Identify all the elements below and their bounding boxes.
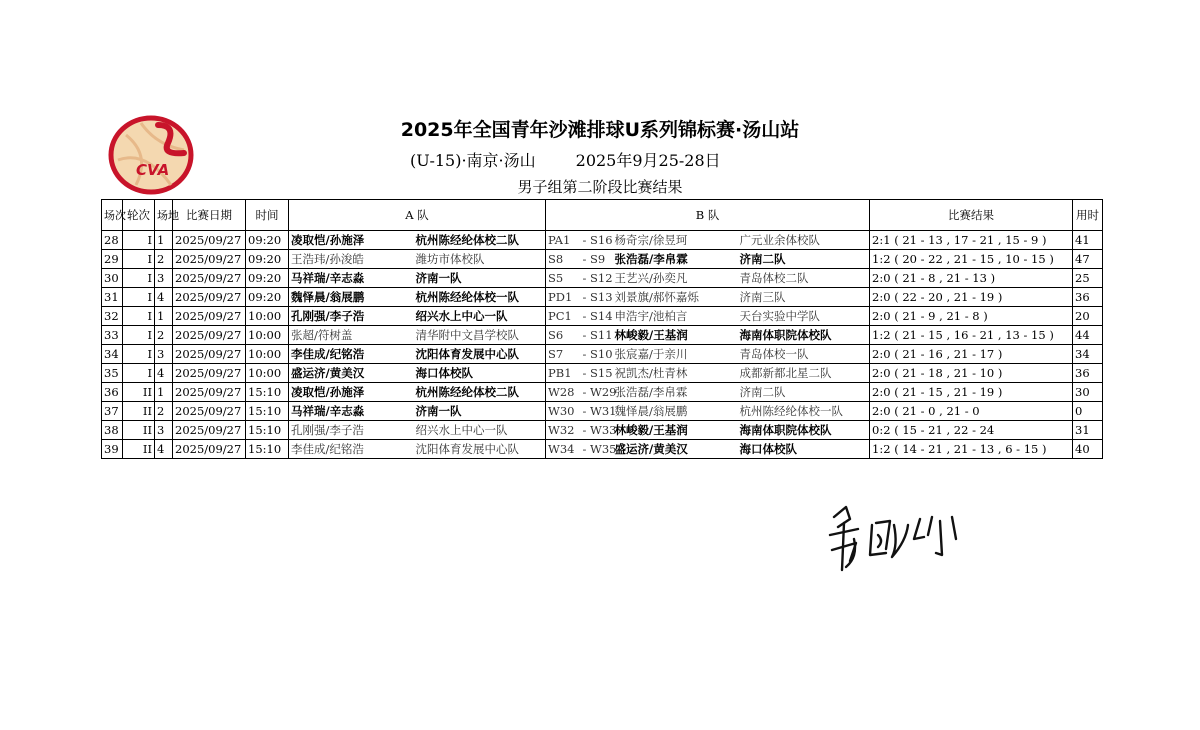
document-title: 2025年全国青年沙滩排球U系列锦标赛·汤山站 [400,119,800,141]
cell-time: 09:20 [246,269,289,288]
cell-round: II [123,440,155,459]
table-row [102,421,1103,440]
cell-b-team: 天台实验中学队 [738,307,870,326]
cell-time: 10:00 [246,326,289,345]
cell-court: 1 [155,383,173,402]
table-row [102,288,1103,307]
signature-icon [820,495,970,580]
cell-a-team: 潍坊市体校队 [414,250,546,269]
header-date: 比赛日期 [173,200,246,231]
cell-b-players: 林峻毅/王基润 [613,421,738,440]
cell-date: 2025/09/27 [173,421,246,440]
cell-a-team: 杭州陈经纶体校一队 [414,288,546,307]
document-subtitle [410,148,721,171]
header-round: 轮次 [123,200,155,231]
cell-court: 3 [155,269,173,288]
cell-result: 2:0 ( 21 - 9 , 21 - 8 ) [870,307,1073,326]
cell-b-code-value: S10 [590,346,613,361]
cell-time: 10:00 [246,345,289,364]
cell-b-code-value: S13 [590,289,613,304]
cell-date: 2025/09/27 [173,288,246,307]
cell-date: 2025/09/27 [173,364,246,383]
cell-round: I [123,231,155,250]
cell-b-players: 申浩宇/池柏言 [613,307,738,326]
cell-b-players: 张浩磊/李帛霖 [613,383,738,402]
cell-result: 2:0 ( 21 - 16 , 21 - 17 ) [870,345,1073,364]
cell-b-code-value: S9 [590,251,606,266]
cell-b-players: 杨奇宗/徐昱珂 [613,231,738,250]
cell-a-players: 张超/符树盖 [289,326,414,345]
cell-b-code-value: W29 [590,384,617,399]
cell-time: 09:20 [246,231,289,250]
cell-round: I [123,345,155,364]
cell-round: I [123,307,155,326]
cell-b-players: 祝凯杰/杜青林 [613,364,738,383]
cell-a-code: S6 [546,326,581,345]
cell-b-code: - S11 [581,326,613,345]
cell-time: 15:10 [246,440,289,459]
cell-court: 3 [155,345,173,364]
header-duration: 用时 [1073,200,1103,231]
cell-duration: 40 [1073,440,1103,459]
cell-date: 2025/09/27 [173,345,246,364]
cell-duration: 30 [1073,383,1103,402]
cell-b-players: 王艺兴/孙奕凡 [613,269,738,288]
cell-result: 2:1 ( 21 - 13 , 17 - 21 , 15 - 9 ) [870,231,1073,250]
cell-court: 1 [155,231,173,250]
cell-b-code: - S10 [581,345,613,364]
cell-a-code: S5 [546,269,581,288]
svg-text:CVA: CVA [136,161,170,179]
cell-duration: 31 [1073,421,1103,440]
cell-round: I [123,326,155,345]
cell-time: 10:00 [246,307,289,326]
cell-date: 2025/09/27 [173,231,246,250]
table-row [102,345,1103,364]
cell-result: 0:2 ( 15 - 21 , 22 - 24 [870,421,1073,440]
table-row [102,231,1103,250]
cell-court: 4 [155,440,173,459]
table-row [102,383,1103,402]
cell-time: 15:10 [246,383,289,402]
cell-a-players: 李佳成/纪铭浩 [289,345,414,364]
table-row [102,269,1103,288]
cell-b-team: 杭州陈经纶体校一队 [738,402,870,421]
cell-duration: 25 [1073,269,1103,288]
cell-match-no: 33 [102,326,123,345]
cell-a-code: PB1 [546,364,581,383]
cell-date: 2025/09/27 [173,402,246,421]
table-row [102,250,1103,269]
header-match-no: 场次 [102,200,123,231]
header-team-b: B 队 [546,200,870,231]
cell-a-code: PC1 [546,307,581,326]
cell-a-team: 绍兴水上中心一队 [414,421,546,440]
cell-time: 15:10 [246,402,289,421]
cell-b-code: - S14 [581,307,613,326]
cell-a-players: 李佳成/纪铭浩 [289,440,414,459]
cell-result: 2:0 ( 22 - 20 , 21 - 19 ) [870,288,1073,307]
table-header-row [102,200,1103,231]
cell-b-players: 张浩磊/李帛霖 [613,250,738,269]
cell-a-code: W32 [546,421,581,440]
cell-court: 2 [155,250,173,269]
cell-b-team: 青岛体校二队 [738,269,870,288]
cell-b-team: 青岛体校一队 [738,345,870,364]
cell-b-code-value: S15 [590,365,613,380]
cell-court: 3 [155,421,173,440]
cell-duration: 36 [1073,364,1103,383]
header-court: 场地 [155,200,173,231]
cell-time: 10:00 [246,364,289,383]
cell-b-players: 林峻毅/王基润 [613,326,738,345]
cell-match-no: 28 [102,231,123,250]
cell-b-code: - S12 [581,269,613,288]
cell-round: I [123,269,155,288]
cell-round: I [123,288,155,307]
cell-duration: 34 [1073,345,1103,364]
table-row [102,364,1103,383]
cell-a-code: W30 [546,402,581,421]
cell-a-team: 绍兴水上中心一队 [414,307,546,326]
cell-a-team: 海口体校队 [414,364,546,383]
cell-time: 15:10 [246,421,289,440]
cell-court: 2 [155,326,173,345]
cell-b-code: - S16 [581,231,613,250]
cell-round: I [123,364,155,383]
table-row [102,440,1103,459]
cell-match-no: 32 [102,307,123,326]
cell-result: 1:2 ( 20 - 22 , 21 - 15 , 10 - 15 ) [870,250,1073,269]
cell-a-players: 孔刚强/李子浩 [289,421,414,440]
cell-duration: 41 [1073,231,1103,250]
cell-b-team: 济南三队 [738,288,870,307]
cell-match-no: 38 [102,421,123,440]
cell-match-no: 30 [102,269,123,288]
cell-date: 2025/09/27 [173,307,246,326]
cell-b-code: - W33 [581,421,613,440]
cell-result: 2:0 ( 21 - 0 , 21 - 0 [870,402,1073,421]
cell-b-code-value: S12 [590,270,613,285]
cell-a-team: 沈阳体育发展中心队 [414,345,546,364]
cell-b-code-value: W31 [590,403,617,418]
header-time: 时间 [246,200,289,231]
cell-court: 4 [155,364,173,383]
cell-result: 2:0 ( 21 - 18 , 21 - 10 ) [870,364,1073,383]
cell-a-players: 盛运济/黄美汉 [289,364,414,383]
cell-round: I [123,250,155,269]
cell-match-no: 39 [102,440,123,459]
cell-match-no: 37 [102,402,123,421]
cell-b-code: - W35 [581,440,613,459]
cell-a-players: 凌取恺/孙施泽 [289,231,414,250]
cell-a-players: 孔刚强/李子浩 [289,307,414,326]
cell-b-players: 刘景旗/郝怀嘉烁 [613,288,738,307]
cell-b-code: - S13 [581,288,613,307]
cell-b-team: 海南体职院体校队 [738,326,870,345]
cell-b-code: - S15 [581,364,613,383]
cell-b-code: - W29 [581,383,613,402]
cell-a-code: S8 [546,250,581,269]
cell-b-code: - S9 [581,250,613,269]
cell-a-team: 济南一队 [414,269,546,288]
table-row [102,402,1103,421]
cell-b-players: 盛运济/黄美汉 [613,440,738,459]
cell-a-code: W34 [546,440,581,459]
cell-b-code: - W31 [581,402,613,421]
cell-b-team: 海口体校队 [738,440,870,459]
results-table [101,199,1103,459]
cell-round: II [123,383,155,402]
table-row [102,307,1103,326]
cell-date: 2025/09/27 [173,250,246,269]
cell-a-players: 马祥瑞/辛志淼 [289,402,414,421]
cell-b-team: 济南二队 [738,383,870,402]
cell-a-team: 清华附中文昌学校队 [414,326,546,345]
cell-b-players: 魏怿晨/翁展鹏 [613,402,738,421]
table-row [102,326,1103,345]
cell-time: 09:20 [246,250,289,269]
cell-b-team: 广元业余体校队 [738,231,870,250]
cell-b-players: 张宸嘉/于亲川 [613,345,738,364]
cell-result: 1:2 ( 21 - 15 , 16 - 21 , 13 - 15 ) [870,326,1073,345]
cell-b-code-value: S16 [590,232,613,247]
cell-a-team: 杭州陈经纶体校二队 [414,383,546,402]
cell-match-no: 35 [102,364,123,383]
cell-duration: 0 [1073,402,1103,421]
cell-duration: 20 [1073,307,1103,326]
cell-date: 2025/09/27 [173,326,246,345]
subtitle-dates: 2025年9月25-28日 [575,151,721,170]
cell-date: 2025/09/27 [173,269,246,288]
cell-result: 2:0 ( 21 - 15 , 21 - 19 ) [870,383,1073,402]
cell-b-code-value: S11 [590,327,613,342]
cell-b-code-value: S14 [590,308,613,323]
cell-date: 2025/09/27 [173,440,246,459]
cell-court: 4 [155,288,173,307]
cell-duration: 44 [1073,326,1103,345]
cell-match-no: 36 [102,383,123,402]
cell-a-code: PA1 [546,231,581,250]
cell-duration: 47 [1073,250,1103,269]
cell-round: II [123,402,155,421]
cell-time: 09:20 [246,288,289,307]
cell-a-code: S7 [546,345,581,364]
cell-a-code: PD1 [546,288,581,307]
cell-result: 1:2 ( 14 - 21 , 21 - 13 , 6 - 15 ) [870,440,1073,459]
cell-a-players: 马祥瑞/辛志淼 [289,269,414,288]
cell-a-team: 济南一队 [414,402,546,421]
cell-b-code-value: W33 [590,422,617,437]
cell-court: 1 [155,307,173,326]
cell-a-players: 王浩玮/孙浚皓 [289,250,414,269]
cell-a-players: 凌取恺/孙施泽 [289,383,414,402]
header-team-a: A 队 [289,200,546,231]
header-result: 比赛结果 [870,200,1073,231]
cell-duration: 36 [1073,288,1103,307]
cell-match-no: 31 [102,288,123,307]
cell-date: 2025/09/27 [173,383,246,402]
cell-court: 2 [155,402,173,421]
cell-b-team: 海南体职院体校队 [738,421,870,440]
section-title: 男子组第二阶段比赛结果 [517,178,683,196]
cell-match-no: 29 [102,250,123,269]
cell-a-team: 杭州陈经纶体校二队 [414,231,546,250]
cell-b-team: 济南二队 [738,250,870,269]
cell-b-code-value: W35 [590,441,617,456]
cell-result: 2:0 ( 21 - 8 , 21 - 13 ) [870,269,1073,288]
subtitle-event: (U-15)·南京·汤山 [410,151,536,170]
cell-b-team: 成都新都北星二队 [738,364,870,383]
cell-round: II [123,421,155,440]
cell-a-team: 沈阳体育发展中心队 [414,440,546,459]
cell-a-code: W28 [546,383,581,402]
cell-a-players: 魏怿晨/翁展鹏 [289,288,414,307]
cell-match-no: 34 [102,345,123,364]
